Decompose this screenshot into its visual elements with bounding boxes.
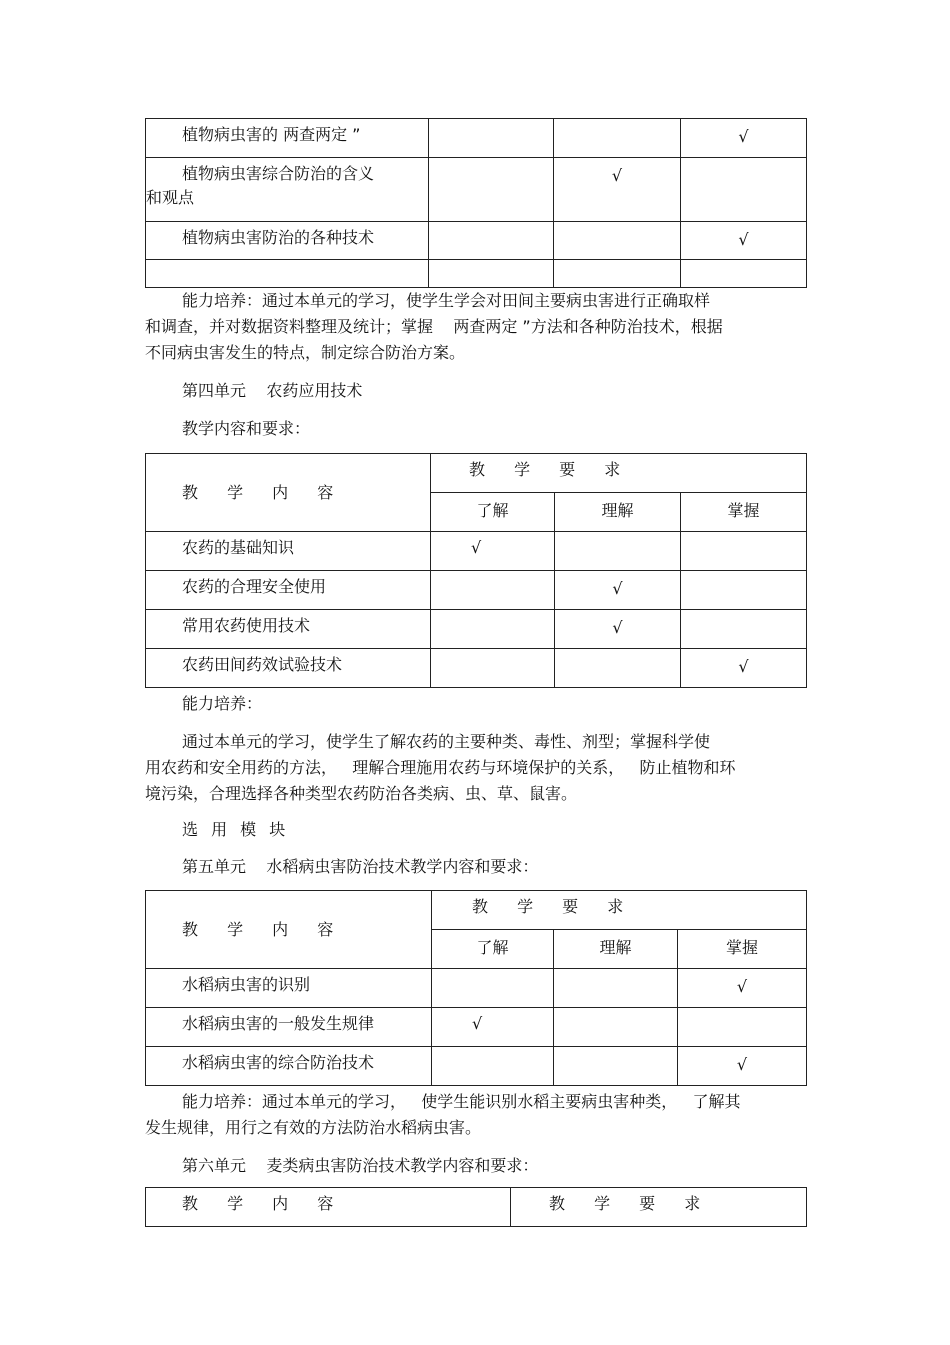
cell-understand — [429, 158, 554, 222]
cell-understand — [432, 1047, 554, 1086]
unit4-subtitle: 教学内容和要求： — [182, 419, 311, 438]
cell-comprehend — [554, 1047, 678, 1086]
cell-content-line1: 植物病虫害综合防治的含义 — [182, 164, 375, 183]
unit3-table — [145, 118, 807, 288]
ability-paragraph-unit4: 通过本单元的学习，使学生了解农药的主要种类、毒性、剂型；掌握科学使 用农药和安全用药的方法， 理解合理施用农药与环境保护的关系， 防止植物和环 境污染，合理选择各种类型农药防治各类病、虫、草、鼠害。 — [145, 732, 736, 803]
cell-master: √ — [681, 222, 807, 260]
unit5-title: 第五单元 水稻病虫害防治技术教学内容和要求： — [182, 857, 539, 876]
level-master: 掌握 — [681, 493, 807, 532]
cell-comprehend: √ — [554, 158, 681, 222]
table-row — [146, 969, 807, 1008]
table-header-row — [146, 1188, 807, 1227]
cell-master — [681, 158, 807, 222]
elective-module-heading: 选 用 模 块 — [182, 820, 290, 839]
cell-understand — [429, 119, 554, 158]
cell-content: 农药的合理安全使用 — [182, 577, 327, 596]
header-content: 教 学 内 容 — [182, 482, 346, 502]
cell-understand — [431, 649, 555, 688]
level-master: 掌握 — [678, 930, 807, 969]
table-header-row — [146, 454, 807, 493]
header-requirements: 教 学 要 求 — [549, 1194, 713, 1213]
table-row — [146, 649, 807, 688]
table-row — [146, 1047, 807, 1086]
table-header-row — [146, 891, 807, 930]
cell-comprehend: √ — [555, 571, 681, 610]
table-row — [146, 119, 807, 158]
cell-understand — [432, 969, 554, 1008]
table-row — [146, 571, 807, 610]
cell-content: 植物病虫害防治的各种技术 — [182, 228, 375, 247]
cell-comprehend — [555, 532, 681, 571]
table-row — [146, 158, 807, 222]
level-comprehend: 理解 — [554, 930, 678, 969]
level-comprehend: 理解 — [555, 493, 681, 532]
header-content: 教 学 内 容 — [182, 1194, 346, 1213]
ability-paragraph-unit5: 能力培养：通过本单元的学习， 使学生能识别水稻主要病虫害种类， 了解其 发生规律，用行之有效的方法防治水稻病虫害。 — [145, 1092, 741, 1137]
unit6-table — [145, 1187, 807, 1227]
cell-master: √ — [678, 969, 807, 1008]
cell-comprehend: √ — [555, 610, 681, 649]
unit6-title: 第六单元 麦类病虫害防治技术教学内容和要求： — [182, 1156, 539, 1175]
level-understand: 了解 — [431, 493, 555, 532]
cell-comprehend — [555, 649, 681, 688]
table-row — [146, 532, 807, 571]
header-content: 教 学 内 容 — [182, 919, 346, 939]
cell-master — [678, 1008, 807, 1047]
cell-comprehend — [554, 222, 681, 260]
cell-master: √ — [678, 1047, 807, 1086]
cell-comprehend — [554, 119, 681, 158]
cell-content: 植物病虫害的 两查两定 ” — [182, 125, 361, 144]
cell-comprehend — [554, 1008, 678, 1047]
cell-master: √ — [681, 119, 807, 158]
table-row — [146, 222, 807, 260]
cell-understand — [429, 222, 554, 260]
cell-understand: √ — [472, 1014, 483, 1033]
cell-content: 水稻病虫害的识别 — [182, 975, 311, 994]
cell-master — [681, 571, 807, 610]
ability-paragraph-unit3: 能力培养：通过本单元的学习，使学生学会对田间主要病虫害进行正确取样 和调查，并对数据资料整理及统计；掌握 两查两定 ”方法和各种防治技术，根据 不同病虫害发生的特点，制定综合防治方案。 — [145, 291, 723, 362]
cell-content: 农药的基础知识 — [182, 538, 295, 557]
cell-master — [681, 610, 807, 649]
unit4-title: 第四单元 农药应用技术 — [182, 381, 363, 400]
table-row — [146, 260, 807, 288]
table-row — [146, 610, 807, 649]
unit5-table — [145, 890, 807, 1086]
cell-comprehend — [554, 969, 678, 1008]
cell-understand — [431, 610, 555, 649]
unit4-table — [145, 453, 807, 688]
unit4-ability-label: 能力培养： — [182, 694, 263, 713]
cell-content: 农药田间药效试验技术 — [182, 655, 343, 674]
cell-understand: √ — [471, 538, 482, 557]
header-requirements: 教 学 要 求 — [472, 897, 636, 916]
cell-content-line2: 和观点 — [146, 188, 195, 207]
header-requirements: 教 学 要 求 — [469, 460, 633, 479]
cell-content: 常用农药使用技术 — [182, 616, 311, 635]
cell-master — [681, 532, 807, 571]
cell-understand — [431, 571, 555, 610]
table-row — [146, 1008, 807, 1047]
cell-content: 水稻病虫害的一般发生规律 — [182, 1014, 375, 1033]
cell-master: √ — [681, 649, 807, 688]
level-understand: 了解 — [432, 930, 554, 969]
cell-content: 水稻病虫害的综合防治技术 — [182, 1053, 375, 1072]
